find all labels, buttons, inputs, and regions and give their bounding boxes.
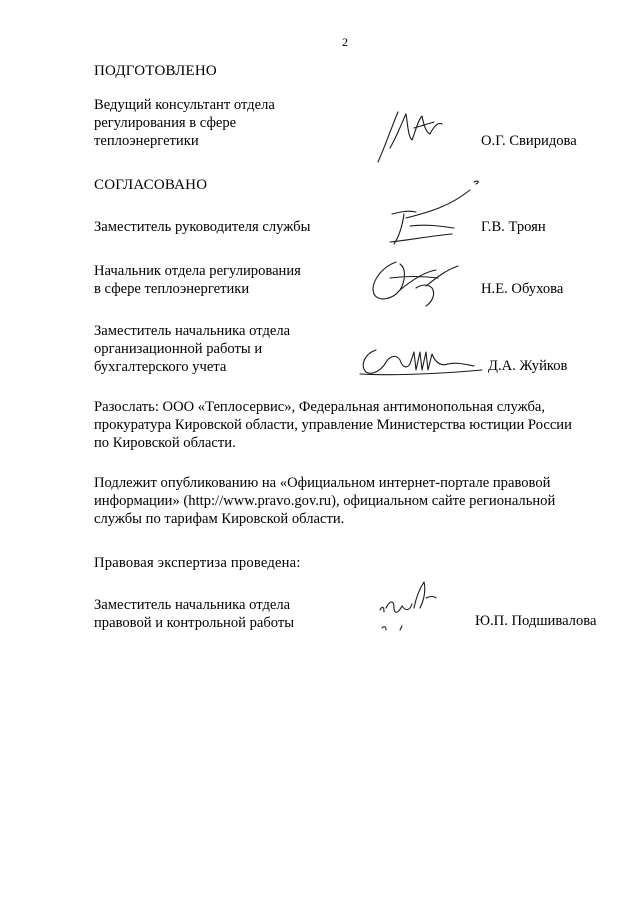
paragraph-line: информации» (http://www.pravo.gov.ru), официальном сайте региональной (94, 493, 556, 509)
agreed-position-2 (94, 262, 394, 298)
position-line: в сфере теплоэнергетики (94, 281, 250, 297)
legal-review-position (94, 596, 394, 632)
position-line: правовой и контрольной работы (94, 615, 295, 631)
legal-review-heading: Правовая экспертиза проведена: (94, 555, 301, 571)
position-line: Начальник отдела регулирования (94, 263, 301, 279)
agreed-heading: СОГЛАСОВАНО (94, 177, 208, 193)
position-line: бухгалтерского учета (94, 359, 227, 375)
position-line: регулирования в сфере (94, 115, 237, 131)
signature-zhuikov (356, 340, 486, 384)
publication-paragraph (94, 474, 600, 528)
position-line: теплоэнергетики (94, 133, 199, 149)
prepared-name: О.Г. Свиридова (481, 133, 577, 149)
prepared-heading: ПОДГОТОВЛЕНО (94, 63, 217, 79)
page-number: 2 (342, 35, 348, 49)
paragraph-line: Разослать: ООО «Теплосервис», Федеральная антимонопольная служба, (94, 399, 546, 415)
position-line: Заместитель начальника отдела (94, 323, 291, 339)
agreed-position-3 (94, 322, 394, 376)
signature-obukhova (366, 250, 466, 310)
paragraph-line: прокуратура Кировской области, управление Министерства юстиции России (94, 417, 572, 433)
prepared-position (94, 96, 394, 150)
position-line: Ведущий консультант отдела (94, 97, 275, 113)
position-line: Заместитель руководителя службы (94, 219, 311, 235)
agreed-name-2: Н.Е. Обухова (481, 281, 564, 297)
agreed-name-3: Д.А. Жуйков (488, 358, 568, 374)
paragraph-line: по Кировской области. (94, 435, 236, 451)
position-line: Заместитель начальника отдела (94, 597, 291, 613)
paragraph-line: службы по тарифам Кировской области. (94, 511, 345, 527)
signature-podshivalova (372, 578, 442, 638)
distribution-paragraph (94, 398, 600, 452)
paragraph-line: Подлежит опубликованию на «Официальном интернет-портале правовой (94, 475, 551, 491)
legal-review-name: Ю.П. Подшивалова (475, 613, 597, 629)
agreed-position-1 (94, 218, 394, 236)
position-line: организационной работы и (94, 341, 263, 357)
agreed-name-1: Г.В. Троян (481, 219, 546, 235)
signature-troyan (370, 176, 480, 250)
signature-sviridova (368, 104, 448, 168)
